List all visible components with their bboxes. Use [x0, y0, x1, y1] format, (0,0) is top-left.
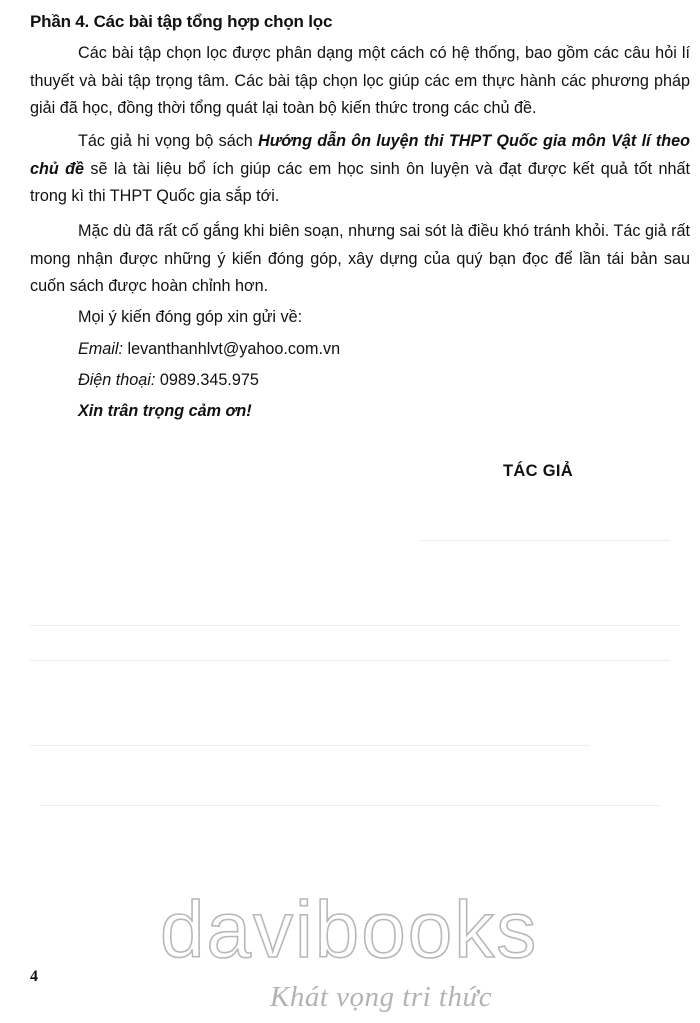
- bleed-through-line: [40, 805, 660, 806]
- section-heading: Phần 4. Các bài tập tổng hợp chọn lọc: [30, 12, 333, 31]
- contact-prompt: Mọi ý kiến đóng góp xin gửi về:: [78, 308, 303, 326]
- bleed-through-line: [420, 540, 670, 541]
- paragraph-hope-lead: Tác giả hi vọng bộ sách: [78, 132, 259, 150]
- page-number: 4: [30, 968, 38, 985]
- book-title: Hướng dẫn ôn luyện thi THPT Quốc gia môn Vật lí theo chủ đề: [30, 132, 690, 178]
- watermark-logo: davibooks: [160, 885, 539, 974]
- paragraph-hope: [30, 128, 690, 211]
- bleed-through-line: [30, 660, 670, 661]
- contact-email-line: [78, 338, 340, 360]
- contact-phone-line: [78, 369, 259, 391]
- bleed-through-line: [30, 625, 680, 626]
- email-label: Email:: [78, 340, 123, 358]
- email-value: levanthanhlvt@yahoo.com.vn: [127, 340, 341, 358]
- paragraph-feedback: Mặc dù đã rất cố gắng khi biên soạn, nhưng sai sót là điều khó tránh khỏi. Tác giả rất mong nhận được những ý kiến đóng góp, xây dựng của quý bạn đọc để lần tái bản sau cuốn sách được hoàn chỉnh hơn.: [30, 222, 690, 295]
- bleed-through-line: [30, 745, 590, 746]
- phone-value: 0989.345.975: [159, 371, 259, 389]
- paragraph-hope-rest: sẽ là tài liệu bổ ích giúp các em học sinh ôn luyện và đạt được kết quả tốt nhất trong kì thi THPT Quốc gia sắp tới.: [30, 159, 690, 205]
- watermark-tagline: Khát vọng tri thức: [270, 981, 493, 1013]
- author-signature: TÁC GIẢ: [503, 462, 573, 480]
- phone-label: Điện thoại:: [78, 371, 156, 389]
- paragraph-description: Các bài tập chọn lọc được phân dạng một cách có hệ thống, bao gồm các câu hỏi lí thuyết và bài tập trọng tâm. Các bài tập chọn lọc giúp các em thực hành các phương pháp giải đã học, đồng thời tổng quát lại toàn bộ kiến thức trong các chủ đề.: [30, 44, 690, 117]
- closing-thanks: Xin trân trọng cảm ơn!: [78, 402, 252, 420]
